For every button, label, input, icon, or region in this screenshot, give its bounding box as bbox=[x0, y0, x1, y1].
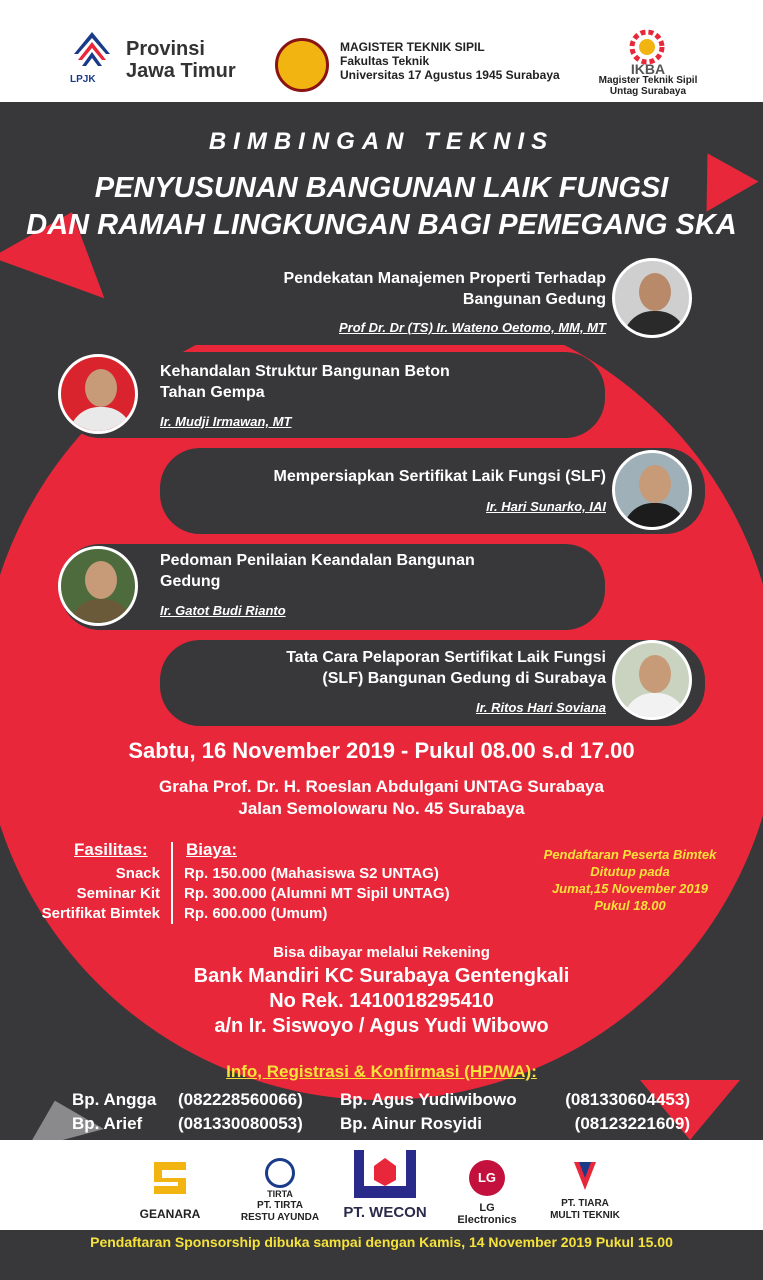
speaker-photo bbox=[58, 354, 138, 434]
contact-phones-right bbox=[540, 1088, 690, 1136]
event-main-title bbox=[0, 170, 763, 244]
sponsor-label: Electronics bbox=[457, 1214, 517, 1226]
untag-line: Fakultas Teknik bbox=[340, 54, 430, 68]
sponsor-label: LG bbox=[479, 1202, 495, 1214]
contact-names-left bbox=[72, 1088, 156, 1136]
contact-name: Bp. Angga bbox=[72, 1090, 157, 1109]
session-speaker: Ir. Mudji Irmawan, MT bbox=[160, 414, 292, 429]
session-title-line: Pendekatan Manajemen Properti Terhadap bbox=[283, 270, 606, 287]
fee-item: Rp. 300.000 (Alumni MT Sipil UNTAG) bbox=[184, 885, 450, 902]
sponsor-geanara bbox=[130, 1158, 210, 1220]
ikba-label bbox=[598, 61, 698, 97]
sponsor-label: GEANARA bbox=[139, 1207, 201, 1221]
session-title bbox=[160, 361, 580, 403]
facilities-heading: Fasilitas: bbox=[74, 840, 148, 859]
tiara-logo-icon bbox=[570, 1158, 600, 1194]
session-title bbox=[170, 647, 606, 689]
ikba-sub: Magister Teknik Sipil bbox=[598, 75, 698, 86]
sponsor-lg bbox=[452, 1160, 522, 1226]
session-title-line: Bangunan Gedung bbox=[462, 291, 606, 308]
sponsor-wecon bbox=[330, 1146, 440, 1221]
sponsorship-notice: Pendaftaran Sponsorship dibuka sampai dengan Kamis, 14 November 2019 Pukul 15.00 bbox=[90, 1234, 673, 1250]
facility-item: Snack bbox=[115, 865, 160, 882]
speaker-photo bbox=[612, 258, 692, 338]
contact-phone: (081330604453) bbox=[565, 1090, 690, 1109]
session-title-line: Mempersiapkan Sertifikat Laik Fungsi (SLF) bbox=[273, 468, 606, 485]
divider bbox=[171, 842, 173, 924]
fees-list bbox=[184, 864, 450, 924]
header bbox=[0, 0, 763, 102]
sponsor-label: PT. TIARA bbox=[561, 1198, 609, 1209]
session-title bbox=[140, 268, 606, 310]
registration-deadline bbox=[512, 846, 748, 914]
title-line: DAN RAMAH LINGKUNGAN BAGI PEMEGANG SKA bbox=[26, 209, 737, 241]
contact-phone: (082228560066) bbox=[178, 1090, 303, 1109]
session-speaker: Prof Dr. Dr (TS) Ir. Wateno Oetomo, MM, MT bbox=[339, 320, 606, 335]
session-title-line: Tahan Gempa bbox=[160, 384, 265, 401]
session-speaker: Ir. Hari Sunarko, IAI bbox=[486, 499, 606, 514]
speaker-photo bbox=[612, 450, 692, 530]
session-title bbox=[160, 550, 580, 592]
ikba-sub: Untag Surabaya bbox=[609, 86, 687, 97]
fee-item: Rp. 150.000 (Mahasiswa S2 UNTAG) bbox=[184, 865, 439, 882]
contact-name: Bp. Arief bbox=[72, 1114, 143, 1133]
ikba-title: IKBA bbox=[630, 61, 666, 77]
venue-line: Graha Prof. Dr. H. Roeslan Abdulgani UNTAG Surabaya bbox=[159, 777, 604, 796]
fees-heading: Biaya: bbox=[186, 840, 238, 859]
deadline-line: Pendaftaran Peserta Bimtek bbox=[543, 847, 717, 862]
account-holder: a/n Ir. Siswoyo / Agus Yudi Wibowo bbox=[214, 1015, 549, 1037]
untag-seal-icon bbox=[275, 38, 329, 92]
geanara-logo-icon bbox=[150, 1158, 190, 1198]
session-title-line: Gedung bbox=[160, 573, 221, 590]
info-heading: Info, Registrasi & Konfirmasi (HP/WA): bbox=[226, 1062, 537, 1081]
contact-phones-left bbox=[178, 1088, 303, 1136]
session-speaker: Ir. Gatot Budi Rianto bbox=[160, 603, 286, 618]
session-title-line: Pedoman Penilaian Keandalan Bangunan bbox=[160, 552, 475, 569]
contact-phone: (08123221609) bbox=[574, 1114, 690, 1133]
facilities-list bbox=[20, 864, 160, 924]
session-speaker: Ir. Ritos Hari Soviana bbox=[475, 700, 606, 715]
contact-name: Bp. Agus Yudiwibowo bbox=[340, 1090, 517, 1109]
session-title-line: (SLF) Bangunan Gedung di Surabaya bbox=[322, 670, 606, 687]
payment-intro: Bisa dibayar melalui Rekening bbox=[273, 944, 490, 961]
facility-item: Seminar Kit bbox=[76, 885, 160, 902]
lg-logo-icon bbox=[469, 1160, 505, 1196]
untag-line: MAGISTER TEKNIK SIPIL bbox=[340, 40, 485, 54]
sponsor-label: RESTU AYUNDA bbox=[240, 1212, 320, 1223]
session-title-line: Kehandalan Struktur Bangunan Beton bbox=[160, 363, 450, 380]
sponsor-tiara bbox=[545, 1158, 625, 1222]
deadline-line: Pukul 18.00 bbox=[594, 898, 666, 913]
account-number: No Rek. 1410018295410 bbox=[269, 990, 494, 1012]
sponsor-tirta bbox=[240, 1158, 320, 1224]
session-title bbox=[170, 466, 606, 487]
facility-item: Sertifikat Bimtek bbox=[41, 905, 160, 922]
contact-names-right bbox=[340, 1088, 517, 1136]
deadline-line: Jumat,15 November 2019 bbox=[551, 881, 709, 896]
sponsor-label: PT. WECON bbox=[343, 1204, 427, 1221]
event-date: Sabtu, 16 November 2019 - Pukul 08.00 s.d 17.00 bbox=[128, 738, 635, 763]
province-line: Provinsi bbox=[126, 38, 205, 60]
lg-logo-text: LG bbox=[477, 1170, 497, 1185]
title-line: PENYUSUNAN BANGUNAN LAIK FUNGSI bbox=[94, 172, 669, 204]
lpjk-label: LPJK bbox=[70, 74, 96, 85]
fee-item: Rp. 600.000 (Umum) bbox=[184, 905, 328, 922]
speaker-photo bbox=[612, 640, 692, 720]
venue-line: Jalan Semolowaru No. 45 Surabaya bbox=[238, 799, 525, 818]
event-venue bbox=[0, 776, 763, 820]
event-type-title: BIMBINGAN TEKNIS bbox=[208, 128, 555, 155]
speaker-photo bbox=[58, 546, 138, 626]
untag-text bbox=[340, 40, 560, 82]
bank-name: Bank Mandiri KC Surabaya Gentengkali bbox=[193, 965, 570, 987]
sponsor-label: PT. TIRTA bbox=[257, 1200, 303, 1211]
session-title-line: Tata Cara Pelaporan Sertifikat Laik Fungsi bbox=[286, 649, 606, 666]
tirta-logo-icon bbox=[265, 1158, 295, 1188]
payment-details bbox=[0, 964, 763, 1039]
untag-line: Universitas 17 Agustus 1945 Surabaya bbox=[340, 68, 560, 82]
province-line: Jawa Timur bbox=[126, 60, 236, 82]
contact-phone: (081330080053) bbox=[178, 1114, 303, 1133]
sponsor-label: MULTI TEKNIK bbox=[550, 1210, 620, 1221]
contact-name: Bp. Ainur Rosyidi bbox=[340, 1114, 482, 1133]
deadline-line: Ditutup pada bbox=[590, 864, 670, 879]
tirta-logo-text: TIRTA bbox=[267, 1189, 293, 1199]
wecon-logo-icon bbox=[350, 1146, 420, 1202]
province-title bbox=[126, 38, 236, 82]
